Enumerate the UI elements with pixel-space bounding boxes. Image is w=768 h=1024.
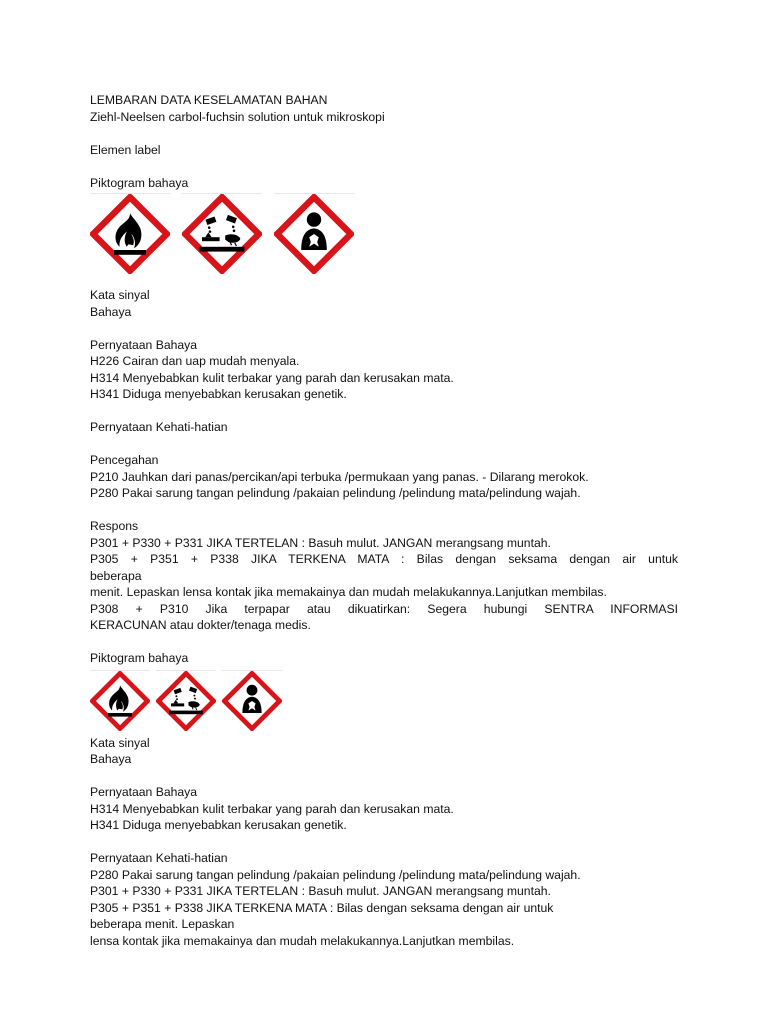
pictogram-row [90, 191, 678, 285]
precautionary-statements-heading: Pernyataan Kehati-hatian [90, 851, 228, 865]
health-hazard-pictogram-icon [222, 670, 282, 731]
flame-pictogram-icon [90, 193, 170, 274]
hazard-statements-heading: Pernyataan Bahaya [90, 785, 198, 799]
precautionary-statement: P305 + P351 + P338 JIKA TERKENA MATA : Bilas dengan seksama dengan air untuk [90, 900, 554, 915]
signal-word: Bahaya [90, 304, 132, 319]
corrosion-pictogram-icon [156, 670, 216, 731]
label-elements-heading: Elemen label [90, 142, 161, 157]
response-statement: beberapa [90, 568, 142, 583]
response-statement: P305 + P351 + P338 JIKA TERKENA MATA : Bilas dengan seksama dengan air untuk [90, 552, 678, 566]
response-statement: KERACUNAN atau dokter/tenaga medis. [90, 618, 311, 632]
precautionary-statement: P301 + P330 + P331 JIKA TERTELAN : Basuh mulut. JANGAN merangsang muntah. [90, 884, 551, 898]
signal-word: Bahaya [90, 752, 132, 766]
prevention-heading: Pencegahan [90, 453, 159, 467]
signal-word-heading: Kata sinyal [90, 735, 150, 750]
prevention-statement: P210 Jauhkan dari panas/percikan/api terbuka /permukaan yang panas. - Dilarang merokok. [90, 469, 589, 484]
document-title: LEMBARAN DATA KESELAMATAN BAHAN [90, 93, 328, 107]
response-heading: Respons [90, 519, 139, 533]
hazard-statement: H314 Menyebabkan kulit terbakar yang parah dan kerusakan mata. [90, 370, 454, 385]
hazard-statement: H226 Cairan dan uap mudah menyala. [90, 354, 300, 368]
pictogram-heading: Piktogram bahaya [90, 651, 189, 665]
flame-pictogram-icon [90, 670, 150, 731]
hazard-statement: H341 Diduga menyebabkan kerusakan genetik. [90, 818, 347, 832]
document-subtitle: Ziehl-Neelsen carbol-fuchsin solution untuk mikroskopi [90, 109, 385, 124]
precautionary-statement: lensa kontak jika memakainya dan mudah melakukannya.Lanjutkan membilas. [90, 933, 515, 948]
response-statement: P301 + P330 + P331 JIKA TERTELAN : Basuh mulut. JANGAN merangsang muntah. [90, 535, 551, 550]
hazard-statement: H341 Diduga menyebabkan kerusakan genetik. [90, 387, 347, 401]
precautionary-statements-heading: Pernyataan Kehati-hatian [90, 420, 228, 434]
safety-data-sheet [90, 92, 678, 949]
response-statement: P308 + P310 Jika terpapar atau dikuatirkan: Segera hubungi SENTRA INFORMASI [90, 601, 678, 616]
response-statement: menit. Lepaskan lensa kontak jika memakainya dan mudah melakukannya.Lanjutkan membilas. [90, 585, 607, 599]
corrosion-pictogram-icon [182, 193, 262, 274]
health-hazard-pictogram-icon [274, 193, 354, 274]
hazard-statements-heading: Pernyataan Bahaya [90, 337, 198, 352]
precautionary-statement: beberapa menit. Lepaskan [90, 917, 235, 931]
signal-word-heading: Kata sinyal [90, 288, 150, 302]
prevention-statement: P280 Pakai sarung tangan pelindung /pakaian pelindung /pelindung mata/pelindung wajah. [90, 486, 581, 500]
pictogram-heading: Piktogram bahaya [90, 175, 189, 190]
precautionary-statement: P280 Pakai sarung tangan pelindung /pakaian pelindung /pelindung mata/pelindung wajah. [90, 867, 581, 882]
pictogram-row [90, 667, 678, 733]
hazard-statement: H314 Menyebabkan kulit terbakar yang parah dan kerusakan mata. [90, 801, 454, 816]
